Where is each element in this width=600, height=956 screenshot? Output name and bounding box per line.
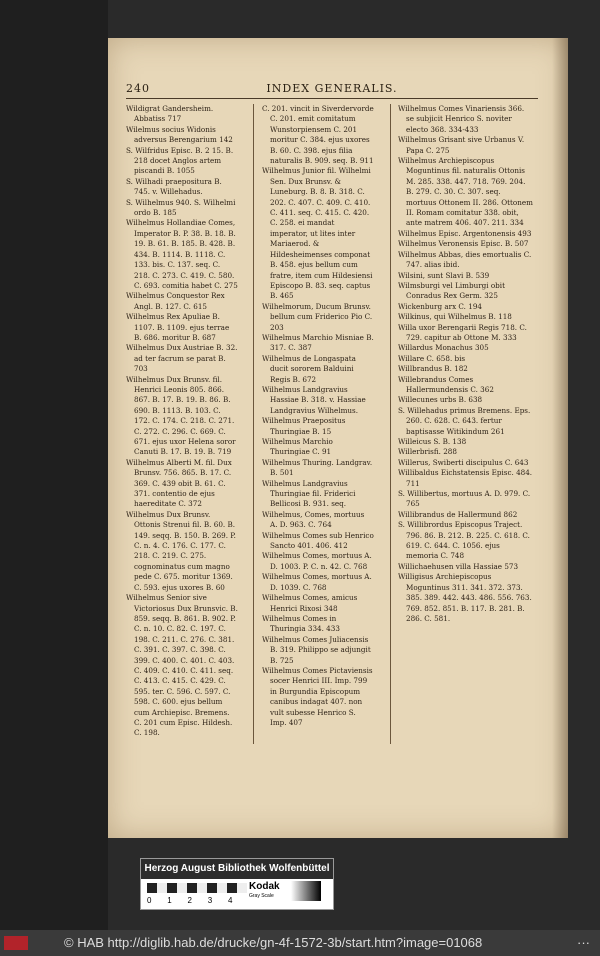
- page-title: INDEX GENERALIS.: [266, 82, 398, 95]
- index-entry: Wilmsburgi vel Limburgi obit Conradus Rex Germ. 325: [398, 280, 505, 301]
- index-entry: Wilhelmus Comes, mortuus A. D. 1003. P. C. n. 42. C. 768: [262, 551, 372, 571]
- index-entry: Willerbrisfi. 288: [398, 447, 457, 457]
- index-entry: Wilhelmus Hollandiae Comes, Imperator B. P. 38. B. 18. B. 19. B. 61. B. 185. B. 428. B. 434. B. 1114. B. 1118. C. 133. bis. C. 137. seq. C. 218. C. 273. C. 419. C. 580. C. 693. comitia habet C. 275: [126, 218, 238, 290]
- library-name: Herzog August Bibliothek Wolfenbüttel: [141, 859, 333, 879]
- gray-scale-patch: [291, 881, 321, 901]
- book-page: [108, 38, 568, 838]
- index-entry: Wilhelmus Veronensis Episc. B. 507: [398, 239, 529, 249]
- library-color-chart: [140, 858, 334, 910]
- index-entry: Wildigrat Gandersheim. Abbatiss 717: [126, 104, 214, 124]
- index-entry: Wilhelmus Grisant sive Urbanus V. Papa C. 275: [398, 135, 525, 155]
- index-entry: Wilhelmus Conquestor Rex Angl. B. 127. C. 615: [126, 291, 225, 311]
- index-column-3: [398, 104, 533, 624]
- index-entry: Wilhelmus Comes, mortuus A. D. 1039. C. 768: [262, 572, 372, 592]
- index-entry: S. Wilfridus Episc. B. 2 15. B. 218 docet Anglos artem piscandi B. 1055: [126, 145, 234, 176]
- index-entry: Wilhelmus Junior fil. Wilhelmi Sen. Dux Brunsv. & Luneburg. B. 8. B. 318. C. 202. C. 407. C. 409. C. 410. C. 411. seq. C. 415. C. 420. C. 258. ei mandat imperator, ut lites inter Mariaerod. & Hildesheimenses componat B. 458. ejus bellum cum fratre, item cum Hildesiensi Episcopo B. 83. seq. captus B. 465: [262, 166, 373, 301]
- index-entry: Willerus, Swiberti discipulus C. 643: [398, 457, 529, 467]
- scale-number: 0: [147, 896, 152, 905]
- index-entry: S. Wilhelmus 940. S. Wilhelmi ordo B. 185: [126, 197, 236, 218]
- index-entry: S. Willibrordus Episcopus Traject. 796. 86. B. 212. B. 225. C. 618. C. 619. C. 644. C. 1056. ejus memoria C. 748: [398, 520, 530, 561]
- more-menu-icon[interactable]: ···: [577, 935, 590, 950]
- index-entry: Wilhelmus Abbas, dies emortualis C. 747. alias ibid.: [398, 249, 532, 270]
- index-entry: Willa uxor Berengarii Regis 718. C. 729. capitur ab Ottone M. 333: [398, 322, 527, 342]
- index-entry: Wilhelmus Rex Apuliae B. 1107. B. 1109. ejus terrae B. 686. moritur B. 687: [126, 312, 230, 342]
- index-entry: Wilhelmorum, Ducum Brunsv. bellum cum Friderico Pio C. 203: [262, 301, 373, 332]
- index-entry: Willibaldus Eichstatensis Episc. 484. 711: [398, 468, 533, 488]
- index-entry: Wilhelmus Marchio Misniae B. 317. C. 387: [262, 332, 374, 353]
- gray-scale-label: Gray Scale: [249, 893, 274, 899]
- index-entry: Willebrandus Comes Hallermundensis C. 362: [398, 374, 494, 394]
- kodak-brand: Kodak: [249, 881, 280, 892]
- scale-number: 3: [207, 896, 213, 905]
- index-entry: Wilhelmus Landgravius Thuringiae fil. Friderici Bellicosi B. 931. seq.: [262, 478, 356, 509]
- page-number: 240: [126, 82, 150, 95]
- index-entry: S. Wilhadi praepositura B. 745. v. Willehadus.: [126, 176, 222, 197]
- scan-border: [0, 0, 108, 956]
- scale-numbers: [147, 896, 247, 905]
- index-entry: Willbrandus B. 182: [398, 364, 468, 374]
- index-entry: Wilhelmus Dux Brunsv. Ottonis Strenui fil. B. 60. B. 149. seqq. B. 150. B. 269. P. C. n. 4. C. 176. C. 177. C. 218. C. 219. C. 275. cognominatus cum magno pede C. 675. moritur 1369. C. 593. ejus uxores B. 60: [126, 509, 236, 592]
- scale-number: 2: [187, 896, 192, 905]
- hab-logo-icon[interactable]: [4, 936, 28, 950]
- index-entry: Willeicus S. B. 138: [398, 437, 467, 446]
- index-entry: Wilelmus socius Widonis adversus Berengarium 142: [126, 124, 233, 145]
- scale-number: 4: [227, 896, 233, 905]
- index-entry: Wilhelmus Comes Vinariensis 366. se subjicit Henrico S. noviter electo 368. 334-433: [398, 104, 525, 134]
- index-entry: Wilhelmus de Longaspata ducit sororem Balduini Regis B. 672: [262, 353, 356, 384]
- index-entry: Willardus Monachus 305: [398, 343, 489, 353]
- index-entry: Wickenburg arx C. 194: [398, 301, 482, 311]
- index-entry: Willare C. 658. bis: [398, 353, 466, 363]
- index-column-2: [262, 104, 374, 728]
- viewer-footer: [0, 930, 600, 956]
- index-entry: Wilhelmus Dux Austriae B. 32. ad ter facrum se parat B. 703: [126, 343, 238, 374]
- index-entry: Wilkinus, qui Wilhelmus B. 118: [398, 312, 512, 322]
- index-entry: Wilhelmus Archiepiscopus Moguntinus fil. naturalis Ottonis M. 285. 338. 447. 718. 769. 204. B. 279. C. 30. C. 307. seq. mortuus Ottonem II. 286. Ottonem II. Romam comitatur 338. obit, ante matrem 406. 407. 211. 334: [398, 156, 533, 228]
- index-entry: Wilhelmus Dux Brunsv. fil. Henrici Leonis 805. 866. 867. B. 17. B. 19. B. 86. B. 690. B. 1113. B. 103. C. 172. C. 174. C. 218. C. 271. C. 272. C. 296. C. 669. C. 671. ejus uxor Helena soror Canuti B. 17. B. 19. B. 719: [126, 374, 236, 457]
- index-column-1: [126, 104, 238, 739]
- index-entry: Wilsini, sunt Slavi B. 539: [398, 270, 490, 280]
- index-entry: Wilhelmus Thuring. Landgrav. B. 501: [262, 457, 373, 478]
- ruler-scale: [147, 883, 247, 893]
- index-entry: Wilhelmus Senior sive Victoriosus Dux Brunsvic. B. 859. seqq. B. 861. B. 902. P. C. n. 10. C. 82. C. 197. C. 198. C. 211. C. 276. C. 381. C. 391. C. 397. C. 398. C. 399. C. 400. C. 401. C. 403. C. 409. C. 410. C. 411. seq. C. 413. C. 415. C. 429. C. 595. ter. C. 596. C. 597. C. 598. C. 600. ejus bellum cum Archiepisc. Bremens. C. 201 cum Episc. Hildesh. C. 198.: [126, 593, 238, 738]
- index-entry: Wilhelmus Comes, amicus Henrici Rixosi 348: [262, 593, 358, 613]
- scale-number: 1: [167, 896, 172, 905]
- copyright-link[interactable]: © HAB http://diglib.hab.de/drucke/gn-4f-1572-3b/start.htm?image=01068: [64, 935, 483, 950]
- column-divider: [253, 104, 254, 744]
- index-entry: S. Willehadus primus Bremens. Eps. 260. C. 628. C. 643. fertur baptisasse Witikindum 261: [398, 405, 531, 436]
- index-entry: Wilhelmus Comes Juliacensis B. 319. Philippo se adjungit B. 725: [262, 634, 371, 665]
- index-entry: Wilhelmus Landgravius Hassiae B. 318. v. Hassiae Landgravius Wilhelmus.: [262, 384, 366, 415]
- index-entry: Wilhelmus Comes sub Henrico Sancto 401. 406. 412: [262, 530, 374, 551]
- index-entry: Wilhelmus Marchio Thuringiae C. 91: [262, 437, 333, 457]
- index-entry: Willibrandus de Hallermund 862: [398, 509, 518, 519]
- index-entry: Wilhelmus Comes in Thuringia 334. 433: [262, 613, 340, 634]
- index-entry: Wilhelmus Alberti M. fil. Dux Brunsv. 756. 865. B. 17. C. 369. C. 439 obit B. 61. C. 371. contentio de ejus haereditate C. 372: [126, 457, 232, 509]
- index-entry: Wilhelmus Episc. Argentonensis 493: [398, 228, 532, 238]
- index-entry: S. Willibertus, mortuus A. D. 979. C. 765: [398, 489, 531, 509]
- index-entry: Wilhelmus Praepositus Thuringiae B. 15: [262, 416, 346, 436]
- index-entry: C. 201. vincit in Siverdervorde C. 201. emit comitatum Wunstorpiensem C. 201 moritur C. 384. ejus uxores B. 60. C. 398. ejus filia naturalis B. 909. seq. B. 911: [262, 104, 374, 166]
- header-rule: [126, 98, 538, 99]
- index-entry: Wilhelmus Comes Pictaviensis socer Henrici III. Imp. 799 in Burgundia Episcopum canibus indagat 407. non vult subesse Henrico S. Imp. 407: [262, 665, 373, 727]
- index-entry: Willichaehusen villa Hassiae 573: [398, 561, 519, 571]
- index-entry: Willecunes urbs B. 638: [398, 395, 483, 405]
- index-entry: Wilhelmus, Comes, mortuus A. D. 963. C. 764: [262, 509, 365, 530]
- column-divider: [390, 104, 391, 744]
- index-entry: Willigisus Archiepiscopus Moguntinus 311. 341. 372. 373. 385. 389. 442. 443. 486. 556. 763. 769. 852. 851. B. 117. B. 281. B. 286. C. 581.: [398, 572, 532, 623]
